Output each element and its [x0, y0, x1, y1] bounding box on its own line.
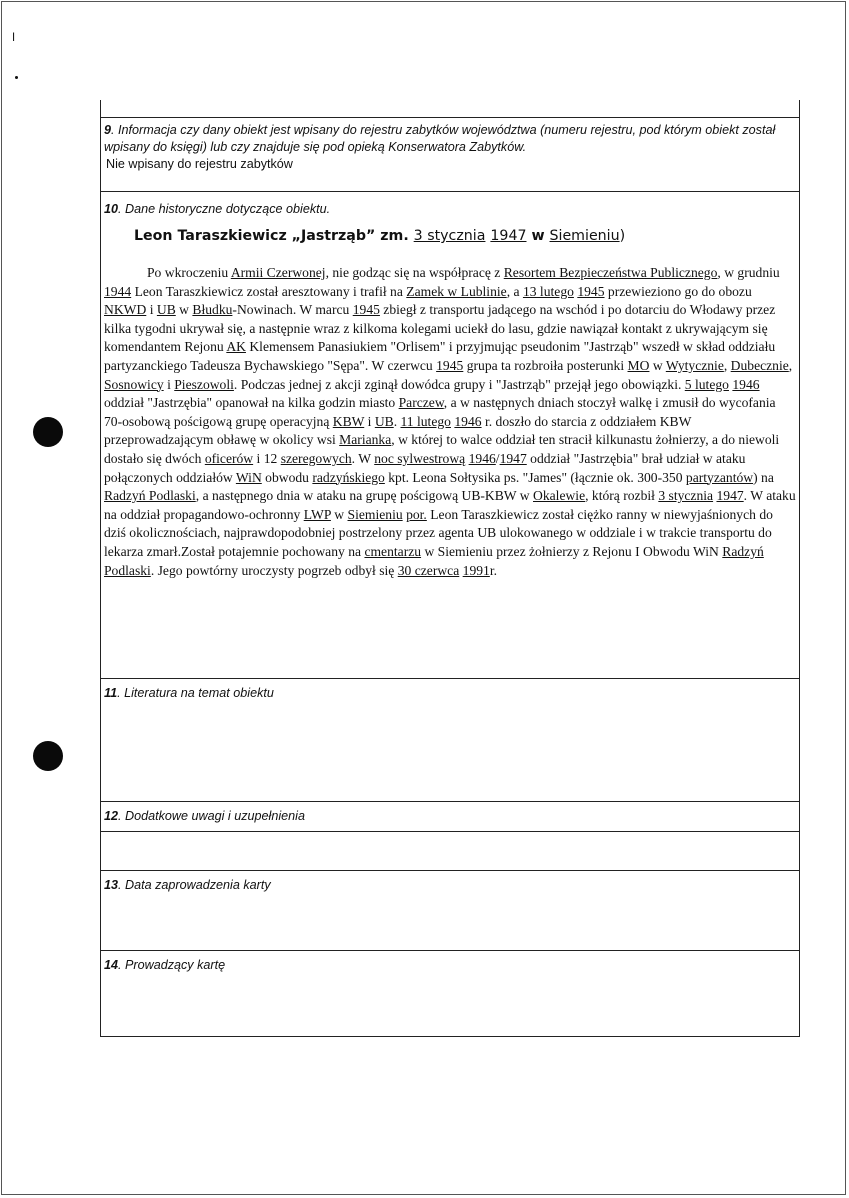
paragraph-text: , a w następnych dniach stoczył walkę i zmusił do wycofania 70-osobową pościgową grupę operacyjną: [104, 395, 776, 429]
paragraph-text: oddział "Jastrzębia" brał udział w ataku połączonych oddziałów: [104, 450, 746, 485]
link[interactable]: Sosnowicy: [104, 376, 164, 392]
historical-heading: Leon Taraszkiewicz „Jastrząb” zm. 3 stycznia 1947 w Siemieniu): [134, 228, 626, 244]
link[interactable]: cmentarzu: [364, 543, 422, 559]
link[interactable]: Marianka: [339, 432, 392, 448]
link[interactable]: NKWD: [104, 302, 147, 318]
paragraph-text: i: [146, 302, 157, 318]
link[interactable]: Parczew: [398, 395, 444, 411]
section-10-number: 10: [104, 202, 119, 216]
link[interactable]: Armii Czerwonej: [230, 265, 326, 280]
link[interactable]: Wytycznie: [665, 357, 724, 373]
link[interactable]: 1945: [436, 357, 464, 373]
paragraph-text: , w której to walce oddział ten stracił kilkunastu żołnierzy, a do niewoli dostało się dwóch: [104, 432, 780, 466]
paragraph-text: ) na: [753, 469, 774, 485]
section-14-number: 14: [104, 958, 119, 972]
section-10: [100, 191, 800, 678]
paragraph-text: grupa ta rozbroiła posterunki: [463, 357, 628, 373]
divider: [100, 831, 800, 832]
link[interactable]: 3 stycznia: [413, 228, 486, 244]
link[interactable]: AK: [226, 339, 246, 355]
link[interactable]: KBW: [332, 413, 365, 429]
divider: [100, 1036, 800, 1037]
margin-dot-mark: [15, 76, 18, 79]
link[interactable]: oficerów: [204, 450, 254, 466]
section-11: [100, 678, 800, 801]
paragraph-text: w Siemieniu przez żołnierzy z Rejonu I Obwodu WiN: [421, 543, 723, 559]
link[interactable]: 13 lutego: [522, 283, 574, 299]
link[interactable]: Zamek w Lublinie: [406, 283, 507, 299]
link[interactable]: Radzyń Podlaski: [104, 543, 764, 578]
section-9: [100, 100, 800, 192]
link[interactable]: Siemieniu: [347, 506, 403, 522]
paragraph-text: zbiegł z transportu jadącego na wschód i po dotarciu do Włodawy przez kilka tygodni ukrywał się, a następnie wraz z kilkoma kolegami uciekł do lasu, gdzie nawiązał kontakt z ukrywającym się komendantem Rejonu: [104, 302, 776, 355]
punch-hole-icon: [33, 417, 63, 447]
link[interactable]: WiN: [235, 469, 262, 485]
paragraph-text: . W ataku na oddział propagandowo-ochronny: [104, 488, 796, 522]
paragraph-text: i: [163, 376, 175, 392]
paragraph-text: obwodu: [261, 469, 313, 485]
link[interactable]: 1946: [468, 450, 496, 466]
margin-tick-mark: ǀ: [12, 30, 16, 44]
link[interactable]: Okalewie: [533, 488, 586, 504]
link[interactable]: Siemieniu: [549, 228, 620, 244]
paragraph-text: w: [330, 506, 348, 522]
link[interactable]: 1947: [716, 488, 744, 504]
paragraph-text: Leon Taraszkiewicz został aresztowany i trafił na: [131, 283, 407, 299]
section-10-label: 10. Dane historyczne dotyczące obiektu.: [104, 202, 331, 216]
link[interactable]: 30 czerwca: [397, 562, 460, 578]
paragraph-text: , w grudniu: [717, 265, 780, 280]
section-13-number: 13: [104, 878, 119, 892]
section-12: [100, 801, 800, 870]
link[interactable]: Pieszowoli: [174, 376, 234, 392]
paragraph-text: . Jego powtórny uroczysty pogrzeb odbył się: [150, 562, 398, 578]
link[interactable]: 1945: [352, 302, 380, 318]
paragraph-text: ,: [788, 357, 793, 373]
punch-hole-icon: [33, 741, 63, 771]
link[interactable]: 1947: [490, 228, 527, 244]
paragraph-text: , a następnego dnia w ataku na grupę pościgową UB-KBW w: [195, 488, 534, 504]
link[interactable]: 1946: [732, 376, 760, 392]
paragraph-text: w: [175, 302, 193, 318]
paragraph-text: Klemensem Panasiukiem "Orlisem" i przyjmując pseudonim "Jastrząb" wszedł w skład oddziału partyzanckiego Tadeusza Bychawskiego "Sępa". W czerwcu: [104, 339, 776, 373]
historical-text: [104, 264, 797, 580]
section-14-label: 14. Prowadzący kartę: [104, 958, 226, 972]
link[interactable]: 5 lutego: [684, 376, 729, 392]
section-9-value: Nie wpisany do rejestru zabytków: [106, 157, 293, 171]
link[interactable]: UB: [156, 302, 176, 318]
link[interactable]: MO: [627, 357, 650, 373]
paragraph-text: r. doszło do starcia z oddziałem KBW przeprowadzającym obławę w okolicy wsi: [104, 413, 692, 448]
paragraph-text: oddział "Jastrzębia" opanował na kilka godzin miasto: [104, 395, 399, 411]
link[interactable]: UB: [374, 413, 394, 429]
link[interactable]: Resortem Bezpieczeństwa Publicznego: [503, 265, 718, 280]
paragraph-text: . Podczas jednej z akcji zginął dowódca grupy i "Jastrząb" przejął jego obowiązki.: [233, 376, 685, 392]
paragraph-text: r.: [489, 562, 498, 578]
link[interactable]: szeregowych: [280, 450, 352, 466]
link[interactable]: 1946: [454, 413, 482, 429]
link[interactable]: noc sylwestrową: [374, 450, 466, 466]
paragraph-text: przewieziono go do obozu: [604, 283, 752, 299]
section-9-number: 9: [104, 123, 112, 137]
paragraph-text: /: [495, 450, 500, 466]
section-13-label: 13. Data zaprowadzenia karty: [104, 878, 271, 892]
link[interactable]: por.: [406, 506, 427, 522]
paragraph-text: , nie godząc się na współpracę z: [325, 265, 504, 280]
paragraph-text: , którą rozbił: [585, 488, 659, 504]
paragraph-text: Leon Taraszkiewicz został ciężko ranny w niewyjaśnionych do dziś okolicznościach, najprawdopodobniej postrzelony przez agenta UB ulokowanego w oddziale i w trakcie transportu do lekarza zmarł.Został potajemnie pochowany na: [104, 506, 773, 559]
section-14: [100, 950, 800, 1037]
link[interactable]: Radzyń Podlaski: [104, 488, 196, 504]
section-9-label: 9. Informacja czy dany obiekt jest wpisany do rejestru zabytków województwa (numeru rejestru, pod którym obiekt został wpisany do księgi) lub czy znajduje się pod opieką Konserwatora Zabytków.: [104, 123, 776, 154]
link[interactable]: 1944: [104, 283, 132, 299]
link[interactable]: 11 lutego: [400, 413, 451, 429]
section-12-label: 12. Dodatkowe uwagi i uzupełnienia: [104, 809, 305, 823]
historical-paragraph: [104, 264, 797, 580]
paragraph-text: kpt. Leona Sołtysika ps. "James" (łącznie ok. 300-350: [384, 469, 686, 485]
paragraph-text: ,: [723, 357, 731, 373]
paragraph-text: i: [364, 413, 375, 429]
paragraph-text: Po wkroczeniu: [147, 265, 231, 280]
paragraph-text: -Nowinach. W marcu: [232, 302, 353, 318]
section-13: [100, 870, 800, 950]
paragraph-text: i 12: [253, 450, 281, 466]
paragraph-text: , a: [506, 283, 523, 299]
link[interactable]: LWP: [303, 506, 331, 522]
link[interactable]: Dubecznie: [730, 357, 789, 373]
link[interactable]: 1947: [499, 450, 527, 466]
link[interactable]: radzyńskiego: [312, 469, 385, 485]
paragraph-text: . W: [351, 450, 375, 466]
link[interactable]: partyzantów: [685, 469, 754, 485]
divider: [100, 117, 800, 118]
paragraph-text: w: [649, 357, 666, 373]
link[interactable]: 1945: [577, 283, 605, 299]
section-11-number: 11: [104, 686, 118, 700]
section-12-number: 12: [104, 809, 119, 823]
section-11-label: 11. Literatura na temat obiektu: [104, 686, 274, 700]
paragraph-text: .: [393, 413, 401, 429]
link[interactable]: 1991: [462, 562, 490, 578]
link[interactable]: Błudku: [192, 302, 233, 318]
link[interactable]: 3 stycznia: [658, 488, 714, 504]
